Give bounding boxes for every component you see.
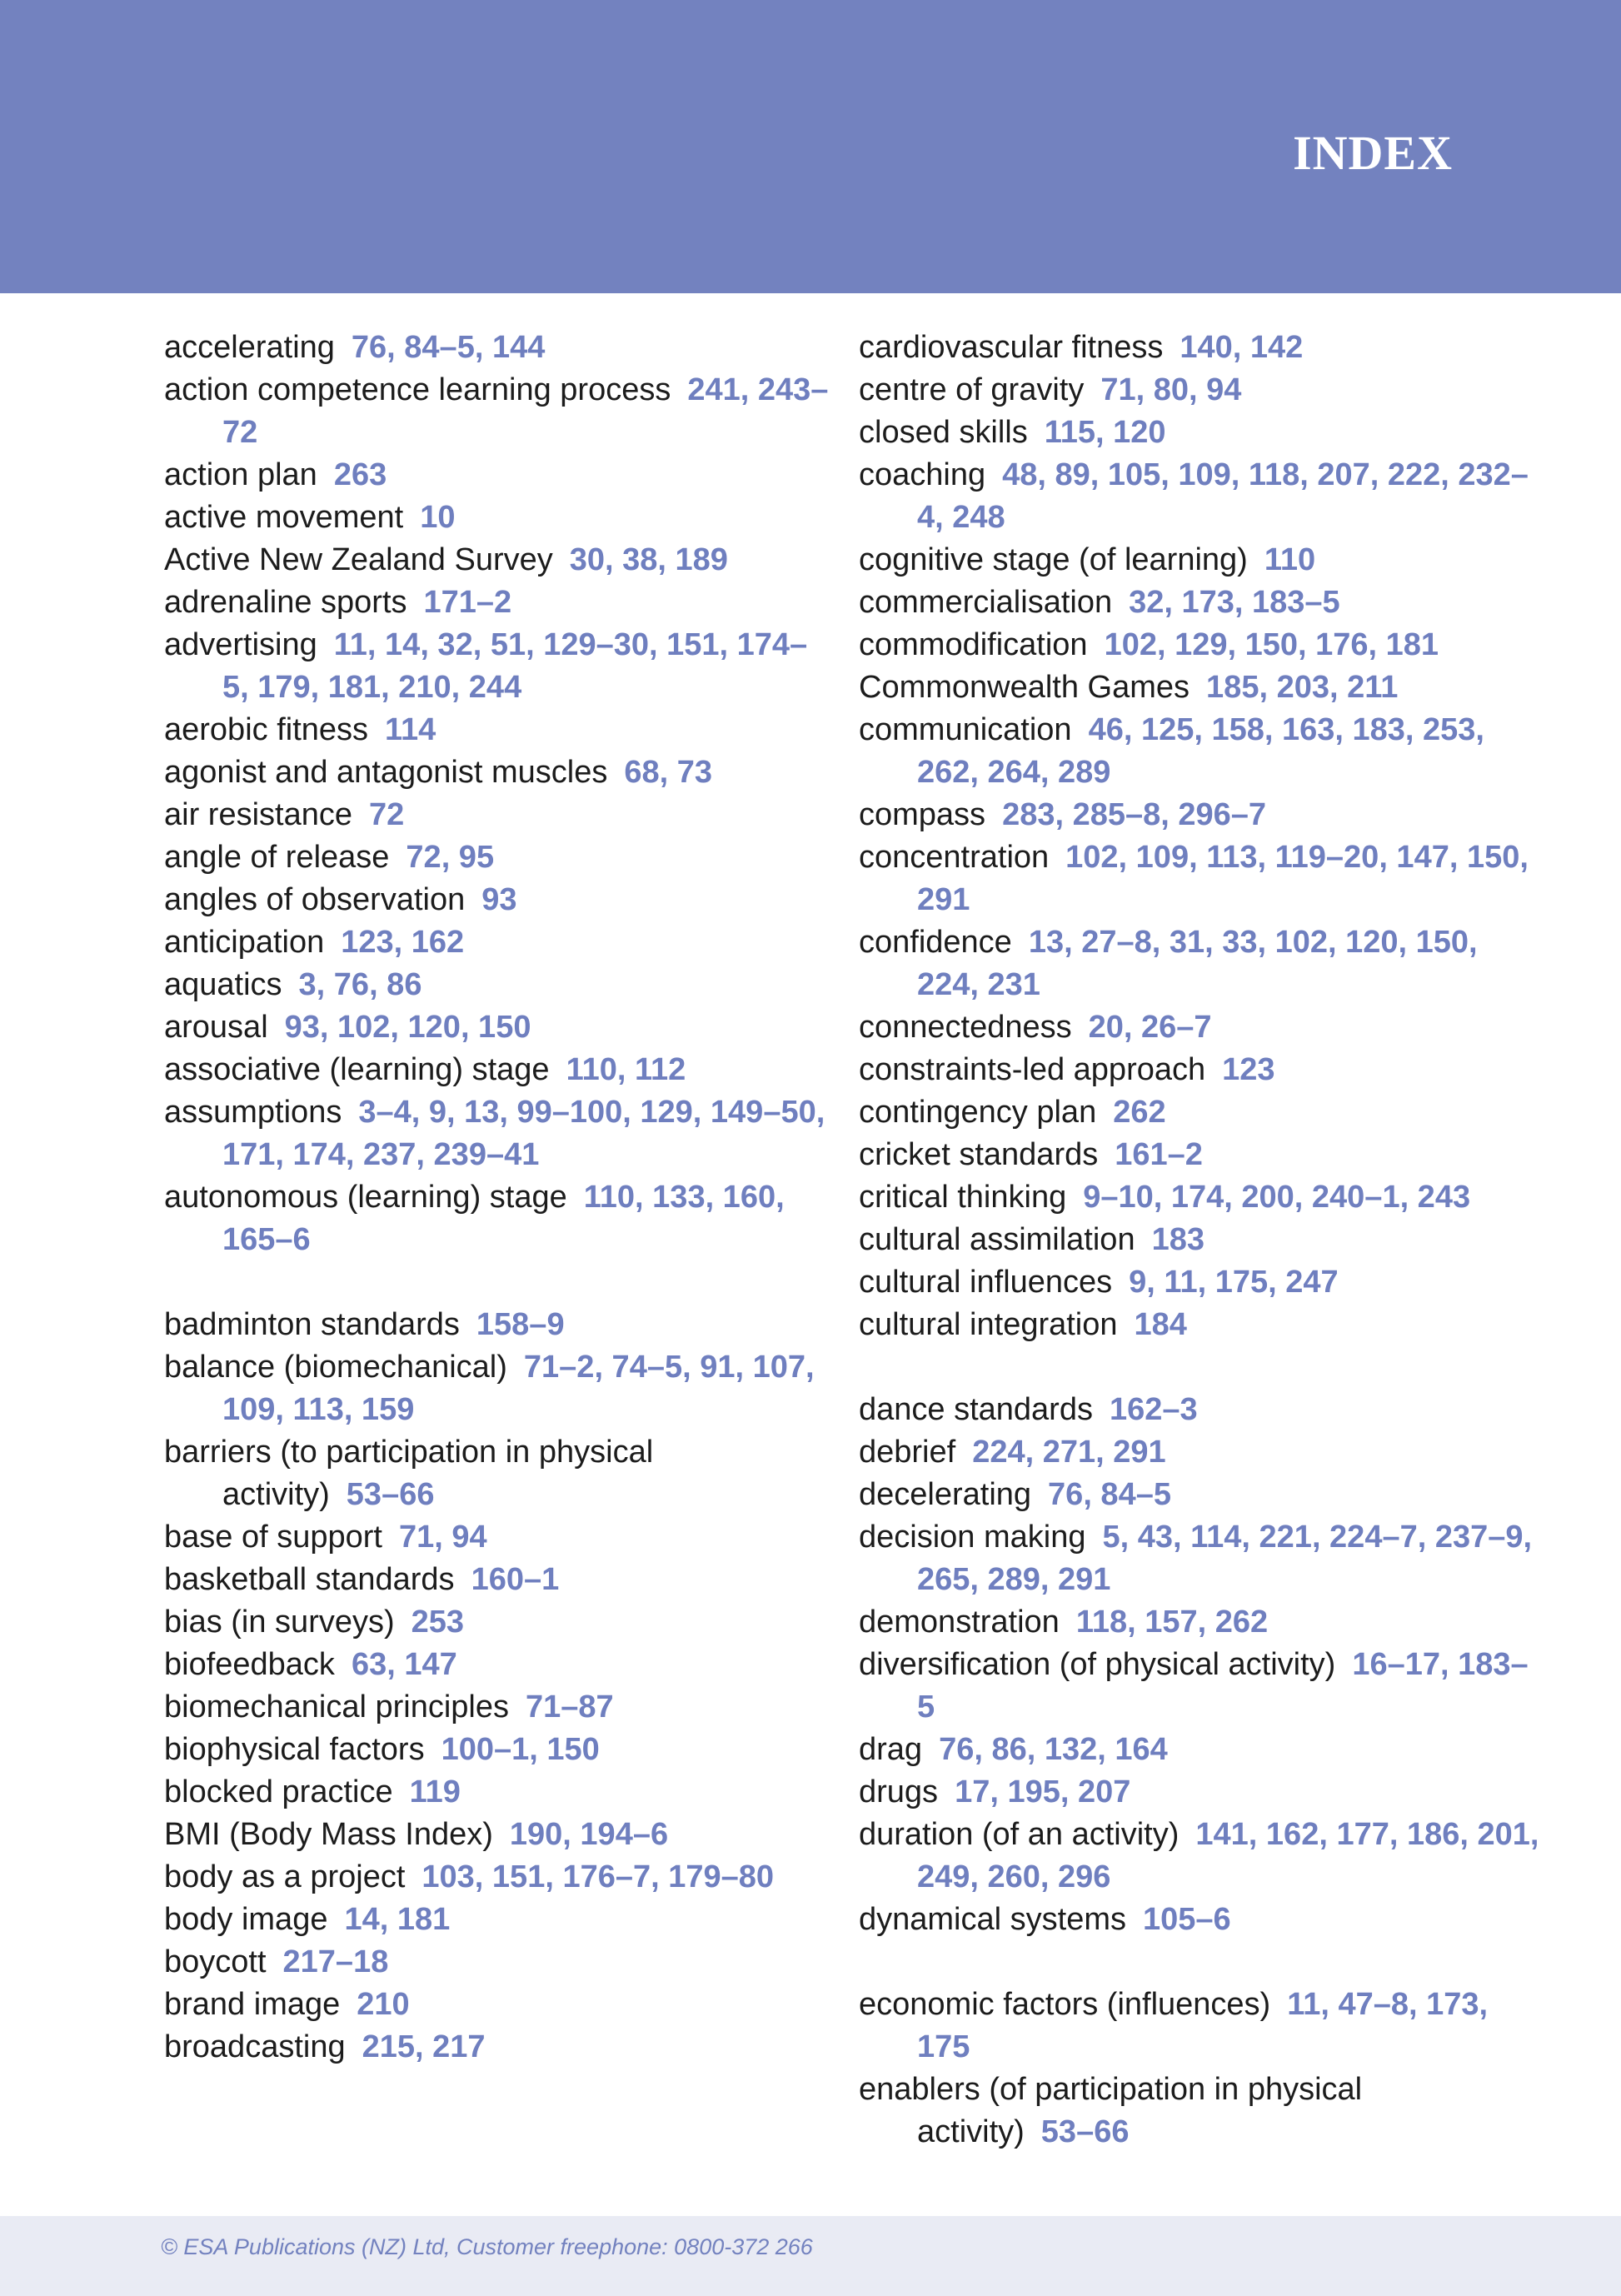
- index-term: biophysical factors: [164, 1732, 425, 1767]
- index-term: debrief: [859, 1435, 956, 1470]
- page-references: 123, 162: [341, 925, 465, 960]
- page-references: 20, 26–7: [1088, 1010, 1212, 1045]
- page-references: 215, 217: [362, 2029, 486, 2064]
- index-term: economic factors (influences): [859, 1987, 1271, 2022]
- page-references: 161–2: [1115, 1137, 1203, 1172]
- index-term: concentration: [859, 840, 1050, 875]
- index-entry: [164, 1601, 830, 1644]
- index-entry: [859, 1219, 1542, 1261]
- page-references: 141, 162, 177, 186, 201, 249, 260, 296: [917, 1817, 1539, 1894]
- index-entry: [164, 327, 830, 369]
- index-term: barriers (to participation in physical activity): [164, 1435, 654, 1512]
- index-entry: [859, 624, 1542, 666]
- index-entry: [164, 1984, 830, 2026]
- page-references: 162–3: [1109, 1392, 1198, 1427]
- index-entry: [164, 709, 830, 751]
- index-entry: [164, 1941, 830, 1984]
- index-entry: [859, 2069, 1542, 2154]
- letter-group-gap: [164, 1261, 830, 1304]
- page-references: 263: [333, 457, 387, 492]
- index-term: critical thinking: [859, 1180, 1067, 1215]
- page-references: 9, 11, 175, 247: [1129, 1265, 1339, 1300]
- index-term: cardiovascular fitness: [859, 330, 1164, 365]
- page-references: 30, 38, 189: [569, 542, 728, 577]
- index-term: associative (learning) stage: [164, 1052, 550, 1087]
- index-entry: [859, 1006, 1542, 1049]
- page-references: 217–18: [282, 1944, 389, 1979]
- index-term: boycott: [164, 1944, 267, 1979]
- index-term: Commonwealth Games: [859, 670, 1190, 705]
- page-references: 10: [420, 500, 456, 535]
- index-term: broadcasting: [164, 2029, 346, 2064]
- index-entry: [164, 1814, 830, 1856]
- index-entry: [164, 879, 830, 921]
- page-references: 262: [1113, 1095, 1166, 1130]
- index-entry: [859, 1601, 1542, 1644]
- index-term: confidence: [859, 925, 1012, 960]
- index-entry: [164, 1006, 830, 1049]
- index-entry: [859, 1984, 1542, 2069]
- page-references: 114: [385, 712, 436, 747]
- index-entry: [859, 1431, 1542, 1474]
- index-entry: [859, 1261, 1542, 1304]
- page-title: INDEX: [1293, 126, 1453, 180]
- index-entry: [164, 369, 830, 454]
- index-term: demonstration: [859, 1605, 1060, 1640]
- index-term: angle of release: [164, 840, 390, 875]
- index-term: decelerating: [859, 1477, 1032, 1512]
- page-references: 105–6: [1142, 1902, 1231, 1937]
- page-references: 110, 133, 160, 165–6: [222, 1180, 785, 1257]
- page-references: 53–66: [346, 1477, 435, 1512]
- index-column-left: [164, 327, 830, 2069]
- index-term: balance (biomechanical): [164, 1350, 507, 1385]
- index-entry: [164, 964, 830, 1006]
- index-entry: [859, 539, 1542, 581]
- page-references: 110, 112: [566, 1052, 686, 1087]
- index-term: duration (of an activity): [859, 1817, 1180, 1852]
- index-term: arousal: [164, 1010, 268, 1045]
- index-term: assumptions: [164, 1095, 342, 1130]
- index-entry: [164, 1729, 830, 1771]
- index-column-right: [859, 327, 1542, 2154]
- page-references: 158–9: [476, 1307, 565, 1342]
- page-references: 171–2: [423, 585, 512, 620]
- index-entry: [164, 1516, 830, 1559]
- page-references: 11, 47–8, 173, 175: [917, 1987, 1489, 2064]
- index-term: BMI (Body Mass Index): [164, 1817, 493, 1852]
- index-entry: [164, 1771, 830, 1814]
- page-references: 93: [481, 882, 517, 917]
- index-term: body as a project: [164, 1859, 406, 1894]
- index-term: body image: [164, 1902, 328, 1937]
- index-entry: [859, 1729, 1542, 1771]
- index-entry: [859, 836, 1542, 921]
- index-entry: [859, 454, 1542, 539]
- index-term: contingency plan: [859, 1095, 1097, 1130]
- page-references: 71, 80, 94: [1100, 372, 1242, 407]
- index-entry: [164, 2026, 830, 2069]
- page-references: 46, 125, 158, 163, 183, 253, 262, 264, 289: [917, 712, 1484, 790]
- index-entry: [164, 1304, 830, 1346]
- page-references: 72: [368, 797, 405, 832]
- index-entry: [859, 1134, 1542, 1176]
- index-term: anticipation: [164, 925, 325, 960]
- index-term: diversification (of physical activity): [859, 1647, 1336, 1682]
- page-references: 3, 76, 86: [298, 967, 422, 1002]
- index-entry: [859, 921, 1542, 1006]
- index-entry: [859, 1814, 1542, 1899]
- page-references: 93, 102, 120, 150: [284, 1010, 531, 1045]
- index-term: centre of gravity: [859, 372, 1085, 407]
- index-entry: [859, 581, 1542, 624]
- index-term: bias (in surveys): [164, 1605, 395, 1640]
- page-references: 3–4, 9, 13, 99–100, 129, 149–50, 171, 174, 237, 239–41: [222, 1095, 825, 1172]
- index-term: drugs: [859, 1774, 939, 1809]
- index-entry: [859, 794, 1542, 836]
- index-entry: [859, 327, 1542, 369]
- index-entry: [859, 1049, 1542, 1091]
- footer-copyright: © ESA Publications (NZ) Ltd, Customer freephone: 0800-372 266: [161, 2234, 813, 2259]
- index-entry: [164, 836, 830, 879]
- index-entry: [164, 497, 830, 539]
- index-term: coaching: [859, 457, 986, 492]
- index-entry: [859, 1474, 1542, 1516]
- page-references: 102, 109, 113, 119–20, 147, 150, 291: [917, 840, 1529, 917]
- index-entry: [164, 454, 830, 497]
- index-entry: [859, 666, 1542, 709]
- index-term: biofeedback: [164, 1647, 335, 1682]
- page-references: 115, 120: [1044, 415, 1166, 450]
- page-references: 16–17, 183–5: [917, 1647, 1529, 1724]
- index-entry: [164, 581, 830, 624]
- index-entry: [164, 921, 830, 964]
- page-references: 210: [357, 1987, 410, 2022]
- page-references: 63, 147: [351, 1647, 457, 1682]
- index-term: basketball standards: [164, 1562, 455, 1597]
- index-entry: [859, 1771, 1542, 1814]
- index-entry: [164, 1559, 830, 1601]
- footer-bar: [0, 2216, 1621, 2296]
- index-term: base of support: [164, 1520, 382, 1555]
- page-references: 9–10, 174, 200, 240–1, 243: [1083, 1180, 1471, 1215]
- index-entry: [164, 624, 830, 709]
- page-references: 32, 173, 183–5: [1129, 585, 1340, 620]
- page-references: 71, 94: [398, 1520, 487, 1555]
- index-term: cultural assimilation: [859, 1222, 1135, 1257]
- page-references: 76, 84–5: [1048, 1477, 1171, 1512]
- index-term: cognitive stage (of learning): [859, 542, 1248, 577]
- index-entry: [859, 1304, 1542, 1346]
- index-term: aerobic fitness: [164, 712, 369, 747]
- page-references: 53–66: [1040, 2114, 1130, 2149]
- index-entry: [164, 1686, 830, 1729]
- index-term: cultural integration: [859, 1307, 1118, 1342]
- page-references: 76, 84–5, 144: [351, 330, 546, 365]
- index-term: closed skills: [859, 415, 1028, 450]
- index-term: drag: [859, 1732, 923, 1767]
- page-references: 100–1, 150: [441, 1732, 600, 1767]
- index-term: commercialisation: [859, 585, 1113, 620]
- index-term: advertising: [164, 627, 317, 662]
- index-term: agonist and antagonist muscles: [164, 755, 608, 790]
- index-term: air resistance: [164, 797, 352, 832]
- index-term: badminton standards: [164, 1307, 460, 1342]
- header-banner: [0, 0, 1621, 293]
- page-references: 72, 95: [406, 840, 495, 875]
- index-term: brand image: [164, 1987, 341, 2022]
- index-term: autonomous (learning) stage: [164, 1180, 567, 1215]
- page-references: 185, 203, 211: [1206, 670, 1399, 705]
- index-term: adrenaline sports: [164, 585, 407, 620]
- page-references: 71–2, 74–5, 91, 107, 109, 113, 159: [222, 1350, 815, 1427]
- index-term: constraints-led approach: [859, 1052, 1206, 1087]
- page-references: 183: [1151, 1222, 1205, 1257]
- page-references: 184: [1134, 1307, 1187, 1342]
- index-entry: [164, 1856, 830, 1899]
- index-term: action plan: [164, 457, 317, 492]
- index-entry: [164, 1346, 830, 1431]
- index-term: decision making: [859, 1520, 1086, 1555]
- page-references: 160–1: [471, 1562, 560, 1597]
- page-references: 103, 151, 176–7, 179–80: [421, 1859, 775, 1894]
- page-references: 190, 194–6: [509, 1817, 669, 1852]
- page-references: 14, 181: [344, 1902, 451, 1937]
- index-entry: [164, 1899, 830, 1941]
- letter-group-gap: [859, 1941, 1542, 1984]
- index-term: commodification: [859, 627, 1088, 662]
- index-entry: [859, 1899, 1542, 1941]
- index-term: Active New Zealand Survey: [164, 542, 553, 577]
- index-entry: [859, 1389, 1542, 1431]
- page-references: 118, 157, 262: [1075, 1605, 1269, 1640]
- index-term: accelerating: [164, 330, 335, 365]
- index-term: cricket standards: [859, 1137, 1099, 1172]
- index-entry: [859, 1176, 1542, 1219]
- index-term: angles of observation: [164, 882, 466, 917]
- index-term: dance standards: [859, 1392, 1093, 1427]
- page-references: 11, 14, 32, 51, 129–30, 151, 174–5, 179, 181, 210, 244: [222, 627, 808, 705]
- index-term: biomechanical principles: [164, 1690, 509, 1724]
- page-references: 5, 43, 114, 221, 224–7, 237–9, 265, 289, 291: [917, 1520, 1533, 1597]
- index-entry: [164, 1049, 830, 1091]
- index-term: cultural influences: [859, 1265, 1113, 1300]
- index-term: action competence learning process: [164, 372, 671, 407]
- page-references: 119: [409, 1774, 461, 1809]
- index-term: active movement: [164, 500, 404, 535]
- index-entry: [164, 794, 830, 836]
- page-references: 13, 27–8, 31, 33, 102, 120, 150, 224, 231: [917, 925, 1478, 1002]
- index-entry: [164, 751, 830, 794]
- index-entry: [859, 1644, 1542, 1729]
- page-references: 140, 142: [1180, 330, 1304, 365]
- index-term: blocked practice: [164, 1774, 393, 1809]
- page-references: 283, 285–8, 296–7: [1002, 797, 1267, 832]
- page-references: 224, 271, 291: [972, 1435, 1166, 1470]
- page-references: 110: [1264, 542, 1316, 577]
- index-term: dynamical systems: [859, 1902, 1126, 1937]
- index-entry: [164, 1091, 830, 1176]
- page-references: 71–87: [526, 1690, 614, 1724]
- index-entry: [164, 539, 830, 581]
- page-references: 123: [1222, 1052, 1275, 1087]
- letter-group-gap: [859, 1346, 1542, 1389]
- index-entry: [164, 1644, 830, 1686]
- page-references: 68, 73: [624, 755, 712, 790]
- page-references: 102, 129, 150, 176, 181: [1104, 627, 1439, 662]
- index-entry: [859, 709, 1542, 794]
- page-references: 76, 86, 132, 164: [939, 1732, 1168, 1767]
- index-term: communication: [859, 712, 1072, 747]
- page-references: 48, 89, 105, 109, 118, 207, 222, 232–4, 248: [917, 457, 1529, 535]
- index-entry: [164, 1176, 830, 1261]
- index-term: compass: [859, 797, 986, 832]
- page-references: 241, 243–72: [222, 372, 829, 450]
- index-entry: [859, 1516, 1542, 1601]
- index-term: aquatics: [164, 967, 282, 1002]
- page-references: 253: [411, 1605, 465, 1640]
- index-entry: [859, 369, 1542, 412]
- index-entry: [859, 412, 1542, 454]
- index-term: enablers (of participation in physical activity): [859, 2072, 1363, 2149]
- index-entry: [859, 1091, 1542, 1134]
- index-entry: [164, 1431, 830, 1516]
- index-term: connectedness: [859, 1010, 1072, 1045]
- page-references: 17, 195, 207: [955, 1774, 1131, 1809]
